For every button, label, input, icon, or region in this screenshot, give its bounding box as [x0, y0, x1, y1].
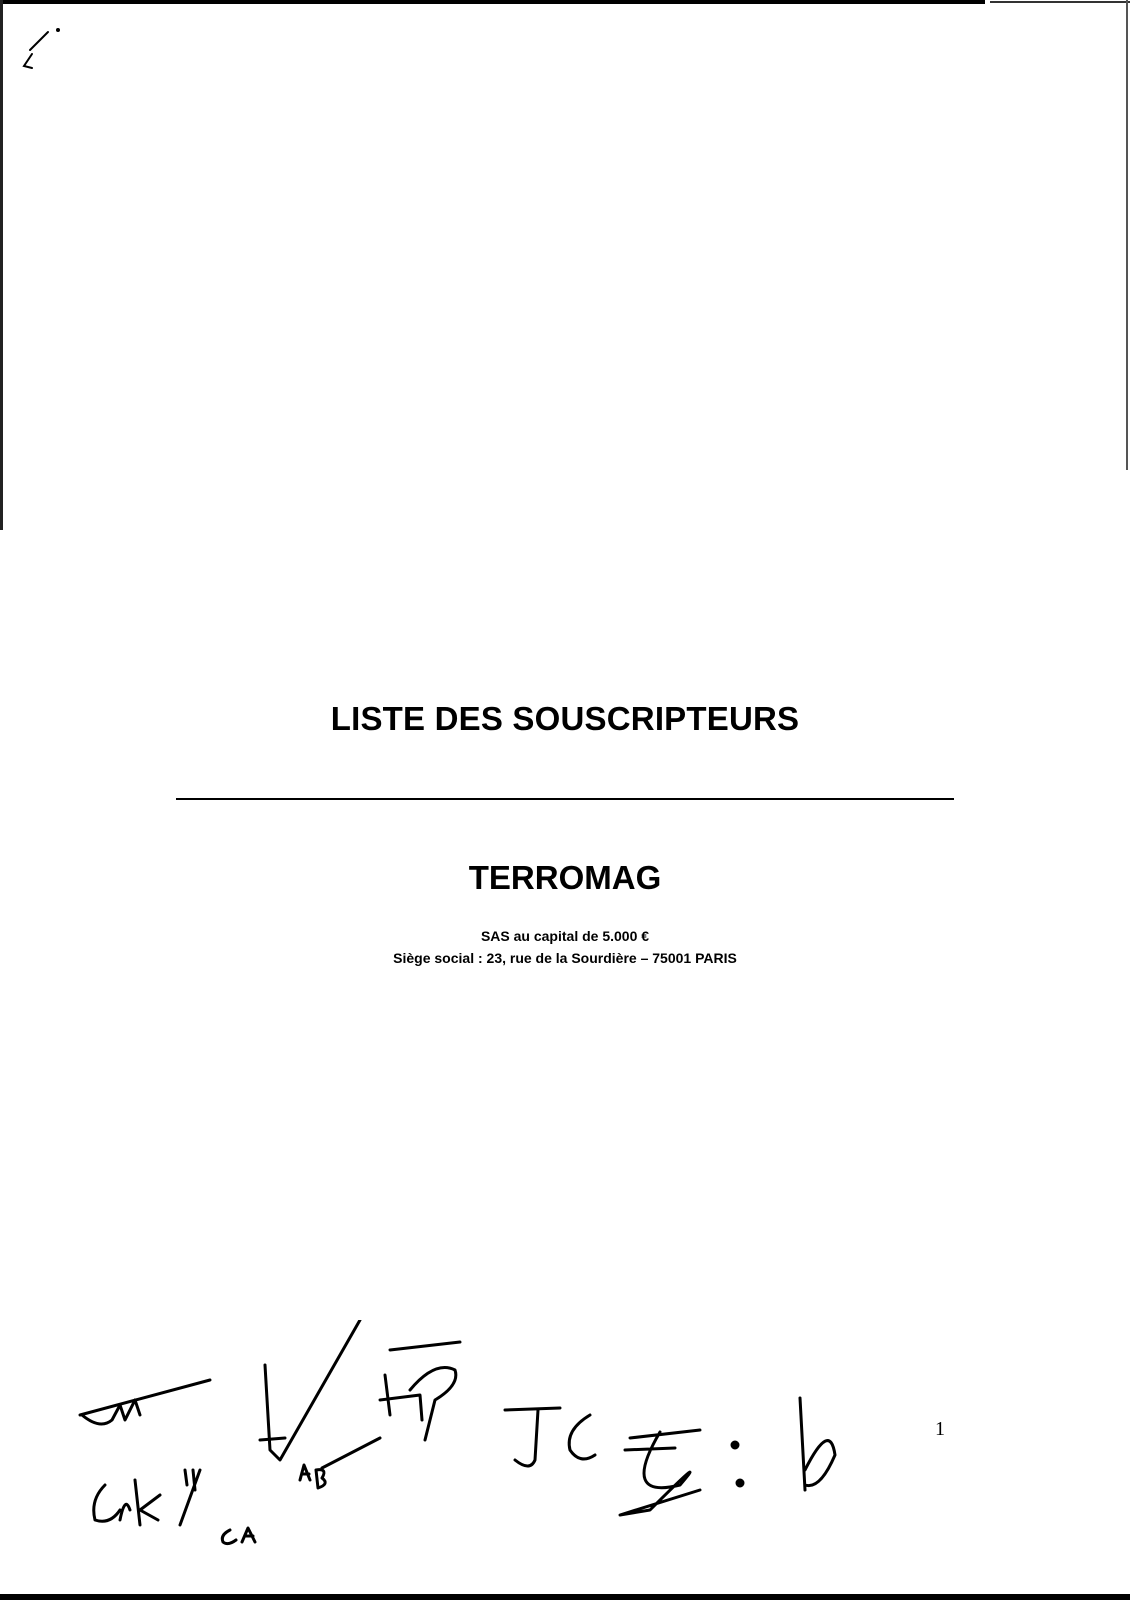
handwritten-signatures [60, 1320, 880, 1560]
pen-mark-icon [18, 22, 68, 77]
scan-edge-top [0, 0, 985, 4]
legal-form-line: SAS au capital de 5.000 € [480, 928, 650, 944]
scan-edge-bottom [0, 1594, 1130, 1600]
page-number: 1 [935, 1418, 945, 1440]
scan-edge-right [1126, 0, 1128, 470]
address-line: Siège social : 23, rue de la Sourdière – 75001 PARIS [393, 950, 737, 966]
company-name: TERROMAG [468, 859, 662, 896]
scan-edge-top-right [990, 1, 1130, 3]
scan-edge-left [0, 0, 3, 530]
document-title: LISTE DES SOUSCRIPTEURS [330, 700, 800, 737]
title-divider [176, 798, 954, 800]
